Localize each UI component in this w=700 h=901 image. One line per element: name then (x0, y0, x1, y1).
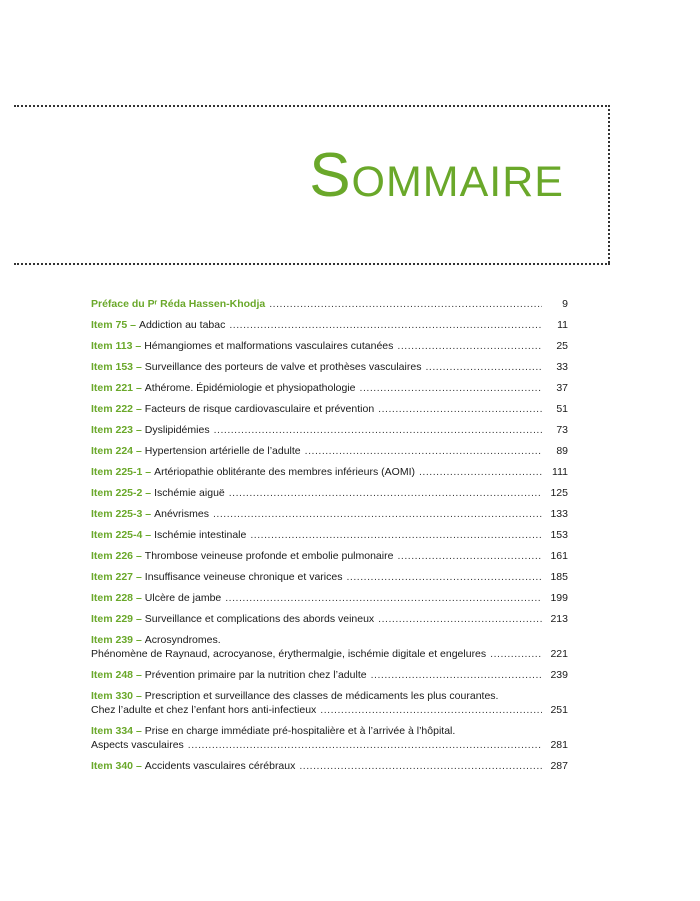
toc-item-label: Item 226 – (91, 550, 142, 562)
toc-entry[interactable] (91, 549, 568, 563)
toc-page-number: 11 (557, 319, 568, 331)
toc-page-number: 221 (550, 648, 568, 660)
toc-item-label: Item 224 – (91, 445, 142, 457)
toc-item-label: Item 334 – (91, 725, 142, 737)
toc-item-label: Préface du Pʳ Réda Hassen-Khodja (91, 298, 266, 310)
toc-line (91, 738, 568, 752)
toc-line (91, 647, 568, 661)
toc-item-label: Item 225-1 – (91, 466, 152, 478)
toc-line (91, 360, 568, 374)
toc-item-label: Item 239 – (91, 634, 142, 646)
toc-line (91, 465, 568, 479)
toc-page-number: 25 (556, 340, 568, 352)
dot-leader (214, 423, 542, 437)
dot-leader (419, 465, 542, 479)
dot-leader (250, 528, 542, 542)
toc-item-title-continuation: Phénomène de Raynaud, acrocyanose, érythermalgie, ischémie digitale et engelures (91, 648, 487, 660)
dot-leader (320, 703, 542, 717)
toc-item-label: Item 227 – (91, 571, 142, 583)
dotted-border-right (608, 105, 610, 263)
dot-leader (346, 570, 542, 584)
toc-item-label: Item 153 – (91, 361, 142, 373)
toc-page-number: 185 (550, 571, 568, 583)
toc-item-title: Prescription et surveillance des classes de médicaments les plus courantes. (144, 690, 499, 702)
toc-item-title: Athérome. Épidémiologie et physiopathologie (144, 382, 356, 394)
toc-page-number: 111 (552, 466, 568, 478)
toc-entry[interactable] (91, 297, 568, 311)
toc-item-title: Ischémie aiguë (154, 487, 225, 499)
toc-line (91, 339, 568, 353)
dot-leader (229, 486, 542, 500)
toc-item-label: Item 225-3 – (91, 508, 152, 520)
toc-page-number: 251 (550, 704, 568, 716)
dot-leader (229, 318, 542, 332)
toc-entry[interactable] (91, 570, 568, 584)
toc-item-title-continuation: Chez l’adulte et chez l’enfant hors anti-infectieux (91, 704, 317, 716)
toc-item-label: Item 223 – (91, 424, 142, 436)
dotted-border-top (14, 105, 610, 107)
toc-line (91, 423, 568, 437)
toc-page-number: 9 (562, 298, 568, 310)
toc-entry[interactable] (91, 402, 568, 416)
toc-item-label: Item 222 – (91, 403, 142, 415)
toc-page-number: 153 (550, 529, 568, 541)
dot-leader (188, 738, 542, 752)
toc-item-title: Prise en charge immédiate pré-hospitalière et à l’arrivée à l’hôpital. (144, 725, 456, 737)
title-frame (14, 105, 608, 263)
toc-line (91, 759, 568, 773)
dot-leader (378, 612, 542, 626)
toc-page-number: 287 (550, 760, 568, 772)
dot-leader (225, 591, 542, 605)
toc-item-title: Acrosyndromes. (144, 634, 221, 646)
page-title: Sommaire (309, 141, 564, 210)
toc-item-title: Surveillance des porteurs de valve et prothèses vasculaires (144, 361, 422, 373)
toc-entry[interactable] (91, 465, 568, 479)
toc-page-number: 51 (556, 403, 568, 415)
dot-leader (397, 339, 542, 353)
toc-item-label: Item 228 – (91, 592, 142, 604)
toc-page-number: 73 (556, 424, 568, 436)
toc-page-number: 239 (550, 669, 568, 681)
toc-item-title: Dyslipidémies (144, 424, 210, 436)
toc-entry[interactable] (91, 724, 568, 752)
toc-item-title: Facteurs de risque cardiovasculaire et prévention (144, 403, 375, 415)
toc-line (91, 528, 568, 542)
toc-item-label: Item 225-2 – (91, 487, 152, 499)
toc-page-number: 37 (556, 382, 568, 394)
toc-item-title: Insuffisance veineuse chronique et varices (144, 571, 343, 583)
toc-line (91, 633, 568, 647)
toc-page-number: 89 (556, 445, 568, 457)
toc-entry[interactable] (91, 486, 568, 500)
toc-item-title: Accidents vasculaires cérébraux (144, 760, 296, 772)
toc-item-label: Item 248 – (91, 669, 142, 681)
toc-item-title: Prévention primaire par la nutrition chez l’adulte (144, 669, 367, 681)
toc-line (91, 668, 568, 682)
dot-leader (299, 759, 542, 773)
toc-line (91, 486, 568, 500)
toc-page-number: 213 (550, 613, 568, 625)
toc-item-label: Item 75 – (91, 319, 136, 331)
toc-item-label: Item 330 – (91, 690, 142, 702)
toc-page-number: 33 (556, 361, 568, 373)
dot-leader (269, 297, 542, 311)
toc-entry[interactable] (91, 591, 568, 605)
toc-entry[interactable] (91, 612, 568, 626)
toc-entry[interactable] (91, 423, 568, 437)
toc-line (91, 689, 568, 703)
toc-item-title: Addiction au tabac (138, 319, 226, 331)
toc-entry[interactable] (91, 528, 568, 542)
toc-item-label: Item 221 – (91, 382, 142, 394)
dot-leader (371, 668, 542, 682)
toc-item-title: Surveillance et complications des abords veineux (144, 613, 375, 625)
toc-page-number: 133 (550, 508, 568, 520)
toc-entry[interactable] (91, 444, 568, 458)
toc-page-number: 161 (550, 550, 568, 562)
toc-page-number: 125 (550, 487, 568, 499)
toc-item-title-continuation: Aspects vasculaires (91, 739, 184, 751)
toc-line (91, 591, 568, 605)
toc-line (91, 381, 568, 395)
toc-entry[interactable] (91, 668, 568, 682)
toc-entry[interactable] (91, 689, 568, 717)
dot-leader (360, 381, 542, 395)
toc-line (91, 444, 568, 458)
toc-line (91, 703, 568, 717)
toc-entry[interactable] (91, 339, 568, 353)
toc-entry[interactable] (91, 759, 568, 773)
toc-line (91, 570, 568, 584)
toc-line (91, 549, 568, 563)
toc-page-number: 199 (550, 592, 568, 604)
toc-line (91, 318, 568, 332)
toc-item-label: Item 113 – (91, 340, 142, 352)
toc-entry[interactable] (91, 507, 568, 521)
toc-item-label: Item 225-4 – (91, 529, 152, 541)
toc-item-label: Item 229 – (91, 613, 142, 625)
dot-leader (378, 402, 542, 416)
dot-leader (213, 507, 542, 521)
toc-item-title: Hémangiomes et malformations vasculaires cutanées (144, 340, 394, 352)
toc-item-title: Ulcère de jambe (144, 592, 222, 604)
dot-leader (397, 549, 542, 563)
toc-entry[interactable] (91, 360, 568, 374)
dot-leader (425, 360, 542, 374)
toc-item-title: Hypertension artérielle de l’adulte (144, 445, 301, 457)
toc-entry[interactable] (91, 381, 568, 395)
toc-item-title: Artériopathie oblitérante des membres inférieurs (AOMI) (154, 466, 415, 478)
dot-leader (305, 444, 542, 458)
table-of-contents (91, 297, 568, 780)
toc-item-title: Thrombose veineuse profonde et embolie pulmonaire (144, 550, 394, 562)
toc-line (91, 612, 568, 626)
toc-item-title: Anévrismes (154, 508, 209, 520)
toc-item-title: Ischémie intestinale (154, 529, 247, 541)
toc-line (91, 402, 568, 416)
toc-page-number: 281 (550, 739, 568, 751)
dot-leader (490, 647, 542, 661)
toc-line (91, 297, 568, 311)
toc-line (91, 724, 568, 738)
toc-line (91, 507, 568, 521)
toc-entry[interactable] (91, 633, 568, 661)
toc-entry[interactable] (91, 318, 568, 332)
dotted-border-bottom (14, 263, 610, 265)
toc-item-label: Item 340 – (91, 760, 142, 772)
